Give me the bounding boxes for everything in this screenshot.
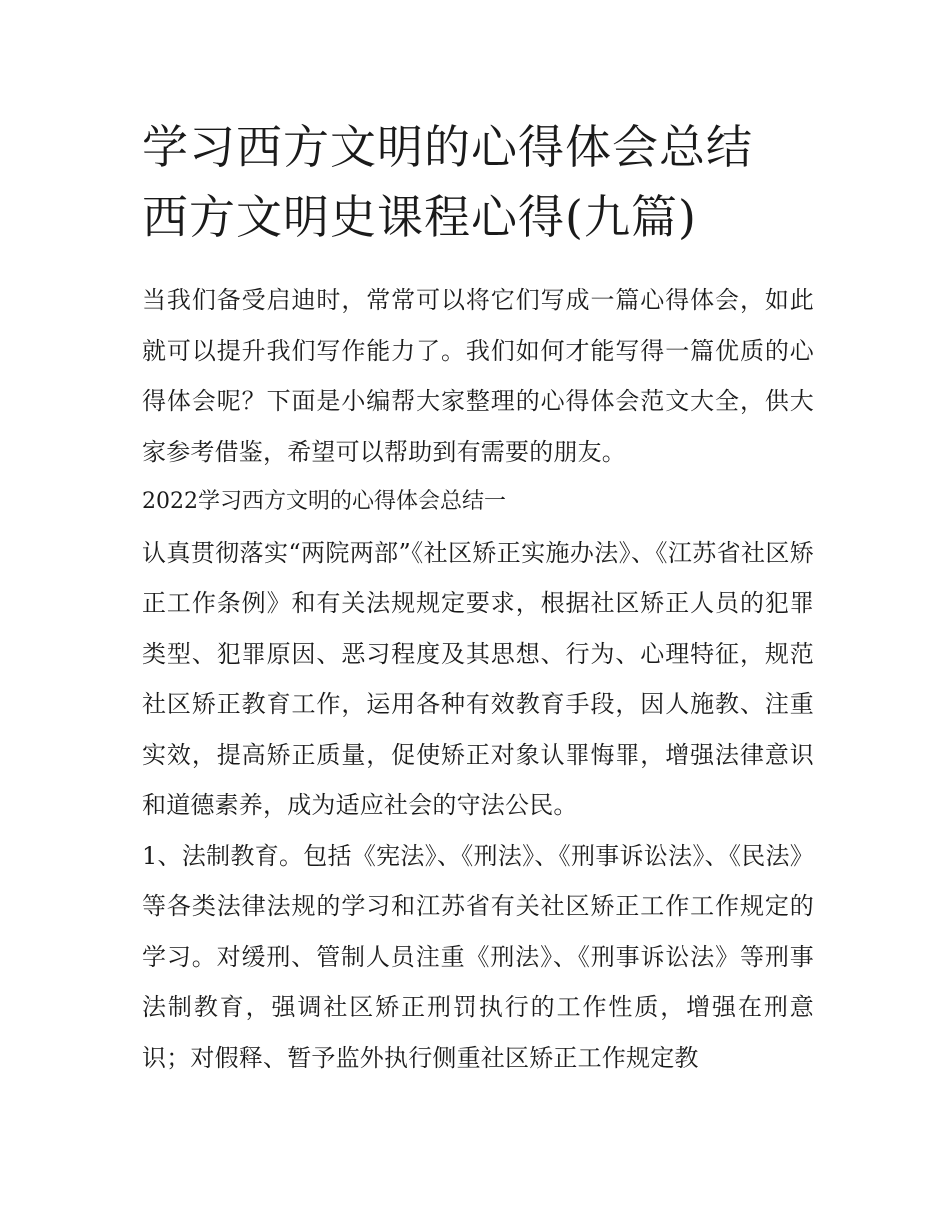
intro-paragraph: 当我们备受启迪时，常常可以将它们写成一篇心得体会，如此就可以提升我们写作能力了。我们如何才能写得一篇优质的心得体会呢？下面是小编帮大家整理的心得体会范文大全，供大家参考借鉴，希望可以帮助到有需要的朋友。 bbox=[142, 286, 814, 466]
title-line-2: 西方文明史课程心得(九篇) bbox=[142, 190, 697, 244]
body-paragraph-1: 认真贯彻落实“两院两部”《社区矫正实施办法》、《江苏省社区矫正工作条例》和有关法规规定要求，根据社区矫正人员的犯罪类型、犯罪原因、恶习程度及其思想、行为、心理特征，规范社区矫正教育工作，运用各种有效教育手段，因人施教、注重实效，提高矫正质量，促使矫正对象认罪悔罪，增强法律意识和道德素养，成为适应社会的守法公民。 bbox=[142, 538, 814, 819]
document-body bbox=[142, 275, 814, 1083]
title-line-1: 学习西方文明的心得体会总结 bbox=[142, 120, 753, 174]
body-paragraph-2: 1、法制教育。包括《宪法》、《刑法》、《刑事诉讼法》、《民法》等各类法律法规的学习和江苏省有关社区矫正工作工作规定的学习。对缓刑、管制人员注重《刑法》、《刑事诉讼法》等刑事法制教育，强调社区矫正刑罚执行的工作性质，增强在刑意识；对假释、暂予监外执行侧重社区矫正工作规定教 bbox=[142, 841, 814, 1072]
document-title bbox=[142, 112, 822, 252]
section-heading: 2022学习西方文明的心得体会总结一 bbox=[142, 489, 506, 514]
